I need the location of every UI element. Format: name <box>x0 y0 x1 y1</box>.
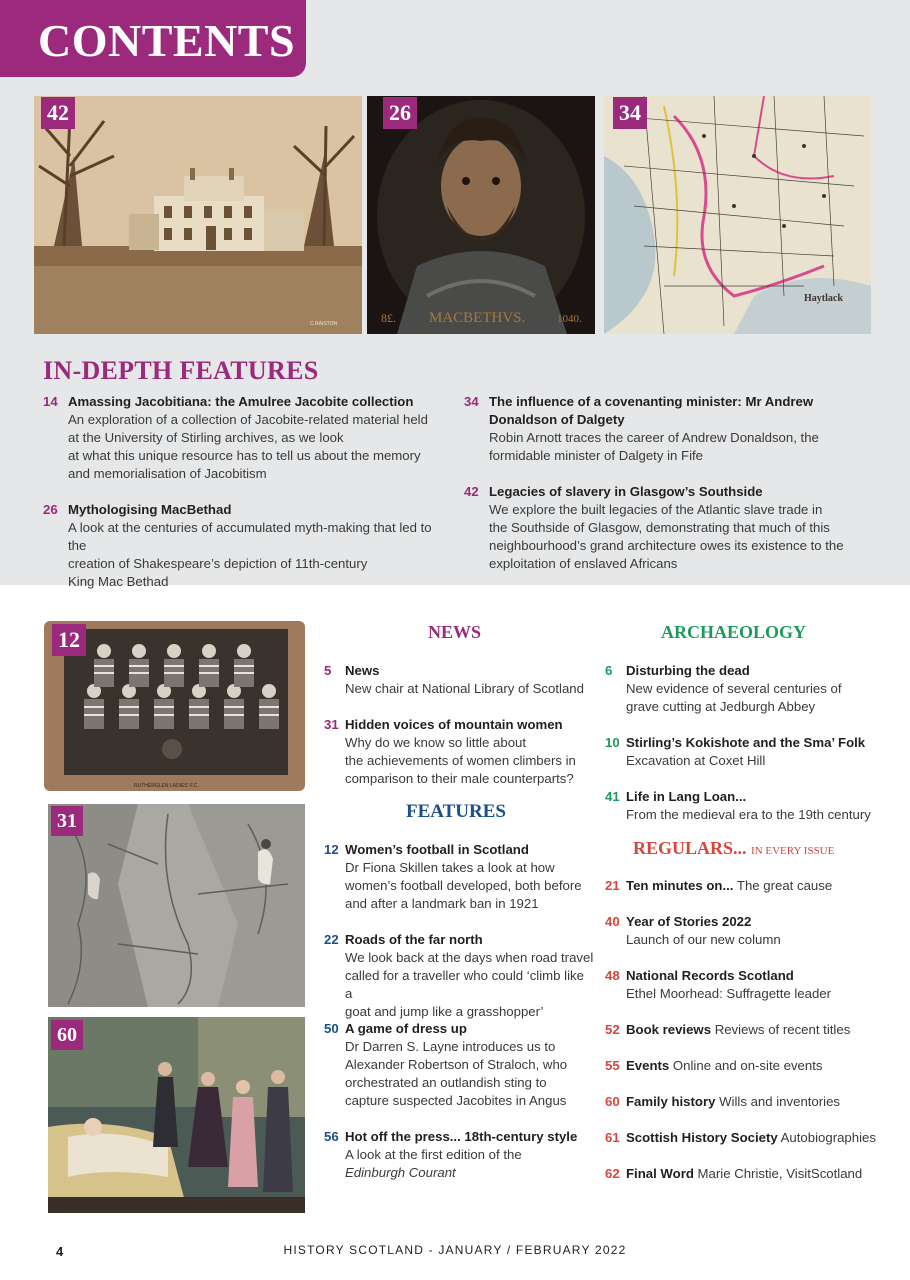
footer-magazine-name: HISTORY SCOTLAND <box>283 1243 425 1257</box>
in-depth-item-26[interactable] <box>43 501 453 591</box>
page-badge-12: 12 <box>52 624 86 656</box>
football-caption: RUTHERGLEN LADIES' F.C. <box>134 783 199 789</box>
page-number: 55 <box>605 1058 620 1073</box>
page-number: 48 <box>605 968 620 983</box>
item-desc-italic: Edinburgh Courant <box>345 1165 456 1180</box>
regulars-item-62[interactable] <box>605 1165 900 1183</box>
page-number: 14 <box>43 394 58 409</box>
photo-macbeth[interactable] <box>367 96 595 334</box>
item-title: Family history <box>626 1094 716 1109</box>
item-desc-line: Ethel Moorhead: Suffragette leader <box>626 986 832 1001</box>
photo-house[interactable] <box>34 96 362 334</box>
macbeth-year: 1040. <box>557 313 582 325</box>
page-number: 52 <box>605 1022 620 1037</box>
item-title: The influence of a covenanting minister: Mr Andrew <box>489 394 814 409</box>
item-desc-line: Alexander Robertson of Straloch, who <box>345 1057 568 1072</box>
item-title: Book reviews <box>626 1022 712 1037</box>
page-number: 31 <box>324 717 339 732</box>
item-desc-line: We look back at the days when road travel <box>345 950 594 965</box>
item-title: Women’s football in Scotland <box>345 842 529 857</box>
features-item-50[interactable] <box>324 1020 594 1110</box>
footer-issue: JANUARY / FEBRUARY 2022 <box>438 1243 627 1257</box>
page-number: 56 <box>324 1129 339 1144</box>
item-desc-line: Dr Darren S. Layne introduces us to <box>345 1039 556 1054</box>
item-desc-line: the achievements of women climbers in <box>345 753 576 768</box>
footer-page-number: 4 <box>56 1244 64 1259</box>
item-title: Mythologising MacBethad <box>68 502 232 517</box>
item-title: A game of dress up <box>345 1021 467 1036</box>
item-desc: Autobiographies <box>777 1130 876 1145</box>
page-number: 61 <box>605 1130 620 1145</box>
item-title: Hidden voices of mountain women <box>345 717 563 732</box>
item-desc-line: goat and jump like a grasshopper’ <box>345 1004 544 1019</box>
photo-dress-up[interactable] <box>48 1017 305 1213</box>
item-desc-line: Launch of our new column <box>626 932 781 947</box>
item-desc-line: orchestrated an outlandish sting to <box>345 1075 547 1090</box>
regulars-item-61[interactable] <box>605 1129 900 1147</box>
page-badge-31: 31 <box>51 806 83 836</box>
page-number: 34 <box>464 394 479 409</box>
features-item-56[interactable] <box>324 1128 594 1182</box>
house-photo-caption: C.RAISTON <box>310 321 338 327</box>
photo-football-team[interactable] <box>44 621 305 791</box>
climbers-illustration <box>48 804 305 1007</box>
page-badge-34: 34 <box>613 97 647 129</box>
in-depth-item-14[interactable] <box>43 393 453 483</box>
item-desc-line: New chair at National Library of Scotland <box>345 681 584 696</box>
house-illustration <box>34 96 362 334</box>
item-title: Final Word <box>626 1166 694 1181</box>
page-number: 22 <box>324 932 339 947</box>
page-title: CONTENTS <box>38 15 296 66</box>
footer-running-title <box>0 1243 910 1257</box>
item-title: National Records Scotland <box>626 968 794 983</box>
footer-separator: - <box>424 1243 439 1257</box>
item-title: Scottish History Society <box>626 1130 778 1145</box>
features-item-22[interactable] <box>324 931 594 1021</box>
item-desc-line: New evidence of several centuries of <box>626 681 842 696</box>
page-number: 21 <box>605 878 620 893</box>
in-depth-item-34[interactable] <box>464 393 874 465</box>
item-title: Legacies of slavery in Glasgow’s Southside <box>489 484 763 499</box>
in-depth-features-heading: IN-DEPTH FEATURES <box>43 356 319 385</box>
item-title: Roads of the far north <box>345 932 483 947</box>
item-desc-line: An exploration of a collection of Jacobite-related material held <box>68 412 428 427</box>
item-title: News <box>345 663 380 678</box>
photo-climbers[interactable] <box>48 804 305 1007</box>
regulars-item-55[interactable] <box>605 1057 895 1075</box>
regulars-item-40[interactable] <box>605 913 895 949</box>
item-desc-line: the Southside of Glasgow, demonstrating that much of this <box>489 520 830 535</box>
regulars-item-60[interactable] <box>605 1093 895 1111</box>
page-badge-26: 26 <box>383 97 417 129</box>
item-desc-line: A look at the centuries of accumulated myth-making that led to the <box>68 520 432 553</box>
page-number: 10 <box>605 735 620 750</box>
page-badge-60: 60 <box>51 1020 83 1050</box>
item-title: Hot off the press... 18th-century style <box>345 1129 578 1144</box>
map-illustration <box>604 96 871 334</box>
regulars-item-48[interactable] <box>605 967 895 1003</box>
item-desc-line: comparison to their male counterparts? <box>345 771 574 786</box>
news-item-31[interactable] <box>324 716 594 788</box>
item-desc-line: neighbourhood’s grand architecture owes its existence to the <box>489 538 844 553</box>
item-desc-line: at the University of Stirling archives, as we look <box>68 430 344 445</box>
features-item-12[interactable] <box>324 841 594 913</box>
map-label: Haytlack <box>804 293 843 304</box>
features-heading: FEATURES <box>406 801 506 822</box>
item-desc-line: Excavation at Coxet Hill <box>626 753 766 768</box>
dress-up-illustration <box>48 1017 305 1213</box>
archaeology-item-10[interactable] <box>605 734 885 770</box>
item-desc: Marie Christie, VisitScotland <box>693 1166 863 1181</box>
item-desc: Wills and inventories <box>715 1094 841 1109</box>
item-title: Events <box>626 1058 670 1073</box>
macbeth-portrait <box>367 96 595 334</box>
item-title: Donaldson of Dalgety <box>489 412 625 427</box>
item-desc-line: capture suspected Jacobites in Angus <box>345 1093 567 1108</box>
page-badge-42: 42 <box>41 97 75 129</box>
item-desc-line: We explore the built legacies of the Atlantic slave trade in <box>489 502 823 517</box>
page-number: 26 <box>43 502 58 517</box>
item-desc-line: called for a traveller who could ‘climb like a <box>345 968 584 1001</box>
item-title: Year of Stories 2022 <box>626 914 752 929</box>
item-title: Amassing Jacobitiana: the Amulree Jacobite collection <box>68 394 414 409</box>
contents-tab <box>0 0 306 77</box>
macbeth-left-text: 8£. <box>381 311 396 325</box>
item-title: Stirling’s Kokishote and the Sma’ Folk <box>626 735 866 750</box>
item-desc: Online and on-site events <box>669 1058 823 1073</box>
item-desc-line: Robin Arnott traces the career of Andrew Donaldson, the <box>489 430 819 445</box>
item-title: Life in Lang Loan... <box>626 789 747 804</box>
in-depth-item-42[interactable] <box>464 483 884 573</box>
item-title: Ten minutes on... <box>626 878 734 893</box>
regulars-item-21[interactable] <box>605 877 895 895</box>
photo-map[interactable] <box>604 96 871 334</box>
item-desc: The great cause <box>733 878 833 893</box>
item-desc-line: exploitation of enslaved Africans <box>489 556 678 571</box>
regulars-heading <box>633 838 834 859</box>
news-heading: NEWS <box>428 622 482 642</box>
item-desc-line: grave cutting at Jedburgh Abbey <box>626 699 816 714</box>
item-desc-line: formidable minister of Dalgety in Fife <box>489 448 704 463</box>
item-desc-line: and memorialisation of Jacobitism <box>68 466 267 481</box>
macbeth-name: MACBETHVS. <box>429 310 526 326</box>
regulars-subtitle: IN EVERY ISSUE <box>751 845 835 857</box>
news-item-5[interactable] <box>324 662 594 698</box>
page-number: 50 <box>324 1021 339 1036</box>
item-desc-line: creation of Shakespeare’s depiction of 11th-century <box>68 556 368 571</box>
item-desc-line: and after a landmark ban in 1921 <box>345 896 539 911</box>
page-number: 5 <box>324 663 332 678</box>
page-number: 41 <box>605 789 620 804</box>
page-number: 42 <box>464 484 479 499</box>
page-number: 60 <box>605 1094 620 1109</box>
item-desc-line: A look at the first edition of the <box>345 1147 522 1162</box>
archaeology-item-41[interactable] <box>605 788 895 824</box>
page-number: 6 <box>605 663 613 678</box>
page-number: 40 <box>605 914 620 929</box>
item-desc-line: Dr Fiona Skillen takes a look at how <box>345 860 555 875</box>
item-desc: Reviews of recent titles <box>711 1022 851 1037</box>
item-desc-line: Why do we know so little about <box>345 735 527 750</box>
archaeology-item-6[interactable] <box>605 662 885 716</box>
archaeology-heading: ARCHAEOLOGY <box>661 622 807 642</box>
item-desc-line: King Mac Bethad <box>68 574 169 589</box>
regulars-title: REGULARS... <box>633 838 747 858</box>
page-number: 12 <box>324 842 339 857</box>
item-desc-line: at what this unique resource has to tell us about the memory <box>68 448 421 463</box>
item-desc-line: From the medieval era to the 19th century <box>626 807 871 822</box>
regulars-item-52[interactable] <box>605 1021 895 1039</box>
item-title: Disturbing the dead <box>626 663 750 678</box>
page-number: 62 <box>605 1166 620 1181</box>
item-desc-line: women’s football developed, both before <box>345 878 582 893</box>
